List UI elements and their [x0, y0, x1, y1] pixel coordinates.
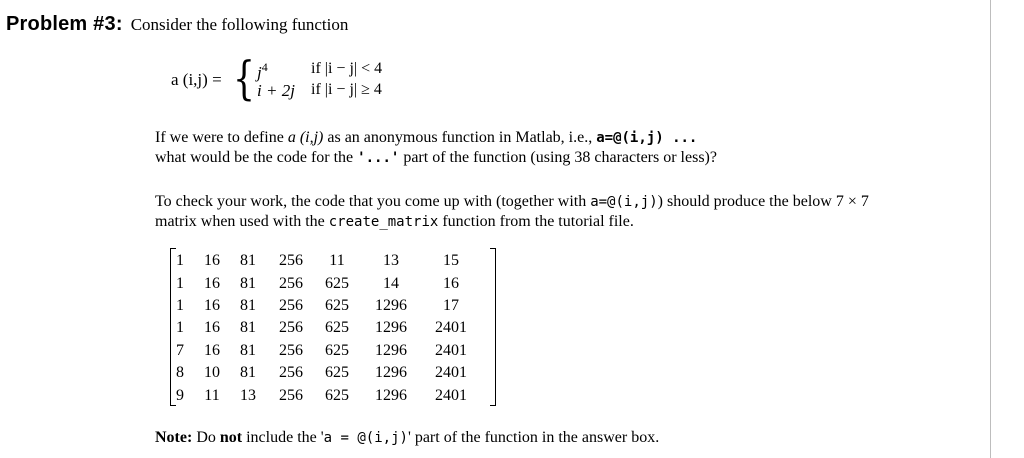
- case1-condition: if |i − j| < 4: [311, 60, 383, 77]
- case1-expression: [257, 60, 268, 83]
- matrix-cell: 13: [240, 386, 256, 404]
- matrix-cell: 16: [443, 274, 459, 292]
- check-code: a=@(i,j): [590, 194, 658, 210]
- matrix-cell: 2401: [435, 364, 467, 382]
- matrix-cell: 81: [240, 274, 256, 292]
- function-lhs: a (i,j) =: [171, 70, 222, 89]
- matrix-cell: 10: [204, 364, 220, 382]
- question-line-1: [155, 128, 697, 148]
- matrix-right-bracket: [490, 248, 496, 406]
- question-text: as an anonymous function in Matlab, i.e.,: [323, 129, 597, 146]
- matrix-cell: 16: [204, 296, 220, 314]
- left-brace: {: [233, 51, 255, 105]
- question-text: If we were to define: [155, 129, 288, 146]
- matrix-cell: 2401: [435, 319, 467, 337]
- note: [155, 429, 659, 447]
- matrix-row: [176, 384, 480, 406]
- check-text: function from the tutorial file.: [438, 213, 634, 230]
- matrix-cell: 1296: [375, 386, 407, 404]
- note-text: include the ': [242, 429, 324, 446]
- matrix-row: [176, 295, 480, 317]
- anonymous-function-code: a=@(i,j) ...: [596, 130, 698, 146]
- check-text: matrix when used with the: [155, 213, 329, 230]
- matrix-cell: 1: [176, 274, 184, 292]
- matrix-cell: 625: [325, 296, 349, 314]
- problem-intro: Consider the following function: [130, 15, 349, 34]
- case1-base: j: [257, 63, 262, 82]
- matrix-cell: 625: [325, 319, 349, 337]
- matrix-cell: 81: [240, 296, 256, 314]
- case2-expression: i + 2j: [257, 81, 295, 100]
- matrix-table: [176, 250, 480, 407]
- case2-condition: if |i − j| ≥ 4: [311, 81, 382, 98]
- matrix-cell: 256: [279, 319, 303, 337]
- matrix-cell: 1: [176, 319, 184, 337]
- result-matrix: [170, 248, 496, 406]
- problem-title: Problem #3:: [6, 13, 123, 35]
- matrix-cell: 1296: [375, 296, 407, 314]
- matrix-cell: 2401: [435, 386, 467, 404]
- matrix-cell: 256: [279, 386, 303, 404]
- matrix-cell: 256: [279, 296, 303, 314]
- matrix-cell: 1296: [375, 364, 407, 382]
- matrix-cell: 625: [325, 386, 349, 404]
- matrix-row: [176, 340, 480, 362]
- question-line-2: [155, 148, 717, 168]
- matrix-cell: 16: [204, 319, 220, 337]
- ellipsis-code: '...': [357, 150, 400, 166]
- matrix-cell: 1: [176, 252, 184, 270]
- matrix-cell: 625: [325, 341, 349, 359]
- create-matrix-code: create_matrix: [328, 214, 439, 230]
- matrix-cell: 7: [176, 341, 184, 359]
- question-text: what would be the code for the: [155, 149, 358, 166]
- matrix-cell: 81: [240, 319, 256, 337]
- matrix-cell: 17: [443, 296, 459, 314]
- matrix-cell: 1296: [375, 341, 407, 359]
- matrix-row: [176, 272, 480, 294]
- matrix-cell: 14: [383, 274, 399, 292]
- problem-header: [6, 13, 348, 36]
- note-emphasis: not: [219, 429, 243, 446]
- check-line-1: [155, 192, 869, 212]
- matrix-cell: 13: [383, 252, 399, 270]
- page-right-border: [990, 0, 991, 458]
- question-text: part of the function (using 38 characters or less)?: [399, 149, 717, 166]
- question-variable: a (i,j): [287, 129, 324, 146]
- matrix-cell: 2401: [435, 341, 467, 359]
- matrix-row: [176, 362, 480, 384]
- matrix-cell: 11: [204, 386, 220, 404]
- check-line-2: [155, 212, 634, 232]
- note-label: Note:: [155, 429, 193, 446]
- matrix-cell: 11: [329, 252, 345, 270]
- matrix-cell: 8: [176, 364, 184, 382]
- matrix-cell: 16: [204, 274, 220, 292]
- note-text: ' part of the function in the answer box.: [407, 429, 660, 446]
- matrix-cell: 625: [325, 274, 349, 292]
- matrix-cell: 9: [176, 386, 184, 404]
- check-text: ) should produce the below 7 × 7: [657, 193, 869, 210]
- matrix-row: [176, 250, 480, 272]
- note-text: Do: [192, 429, 220, 446]
- matrix-cell: 16: [204, 341, 220, 359]
- matrix-cell: 256: [279, 341, 303, 359]
- matrix-cell: 1296: [375, 319, 407, 337]
- matrix-cell: 256: [279, 274, 303, 292]
- matrix-cell: 81: [240, 341, 256, 359]
- matrix-cell: 256: [279, 364, 303, 382]
- check-text: To check your work, the code that you come up with (together with: [155, 193, 591, 210]
- matrix-cell: 16: [204, 252, 220, 270]
- matrix-cell: 256: [279, 252, 303, 270]
- matrix-cell: 15: [443, 252, 459, 270]
- matrix-cell: 81: [240, 364, 256, 382]
- case1-exponent: 4: [261, 60, 268, 74]
- note-code: a = @(i,j): [323, 430, 408, 446]
- matrix-cell: 625: [325, 364, 349, 382]
- matrix-row: [176, 317, 480, 339]
- matrix-cell: 81: [240, 252, 256, 270]
- matrix-cell: 1: [176, 296, 184, 314]
